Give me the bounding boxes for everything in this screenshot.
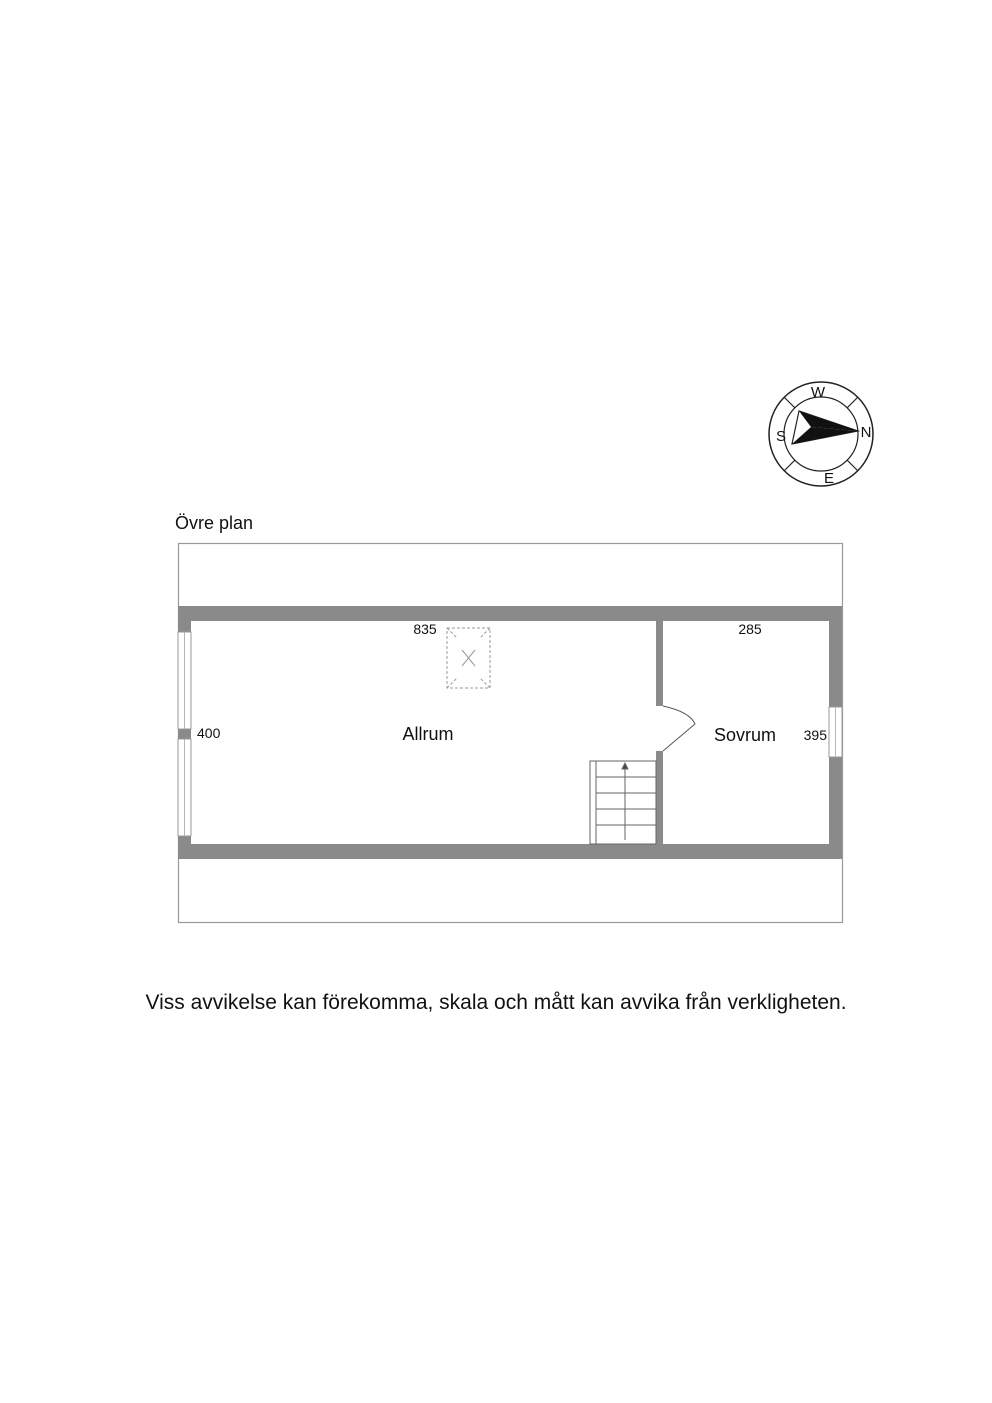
- skylight-icon: [447, 628, 490, 688]
- compass-north-label: N: [860, 424, 872, 441]
- compass-rose-icon: [766, 380, 878, 492]
- window-right: [829, 707, 842, 757]
- room-label-sovrum: Sovrum: [713, 725, 777, 745]
- wall-partition-upper: [656, 621, 663, 706]
- plan-title: Övre plan: [175, 513, 254, 533]
- door-swing-icon: [663, 706, 695, 751]
- room-label-allrum: Allrum: [402, 724, 454, 744]
- wall-partition-lower: [656, 751, 663, 844]
- compass-west-label: W: [810, 384, 826, 401]
- disclaimer-text: Viss avvikelse kan förekomma, skala och mått kan avvika från verkligheten.: [145, 991, 847, 1014]
- sovrum-width-label: 285: [738, 621, 762, 637]
- wall-top: [178, 606, 842, 621]
- allrum-depth-label: 400: [197, 725, 221, 741]
- allrum-width-label: 835: [413, 621, 437, 637]
- compass-south-label: S: [775, 428, 787, 445]
- compass-east-label: E: [823, 470, 835, 487]
- wall-bottom: [178, 844, 842, 859]
- sovrum-depth-label: 395: [803, 727, 827, 743]
- staircase-icon: [590, 761, 656, 844]
